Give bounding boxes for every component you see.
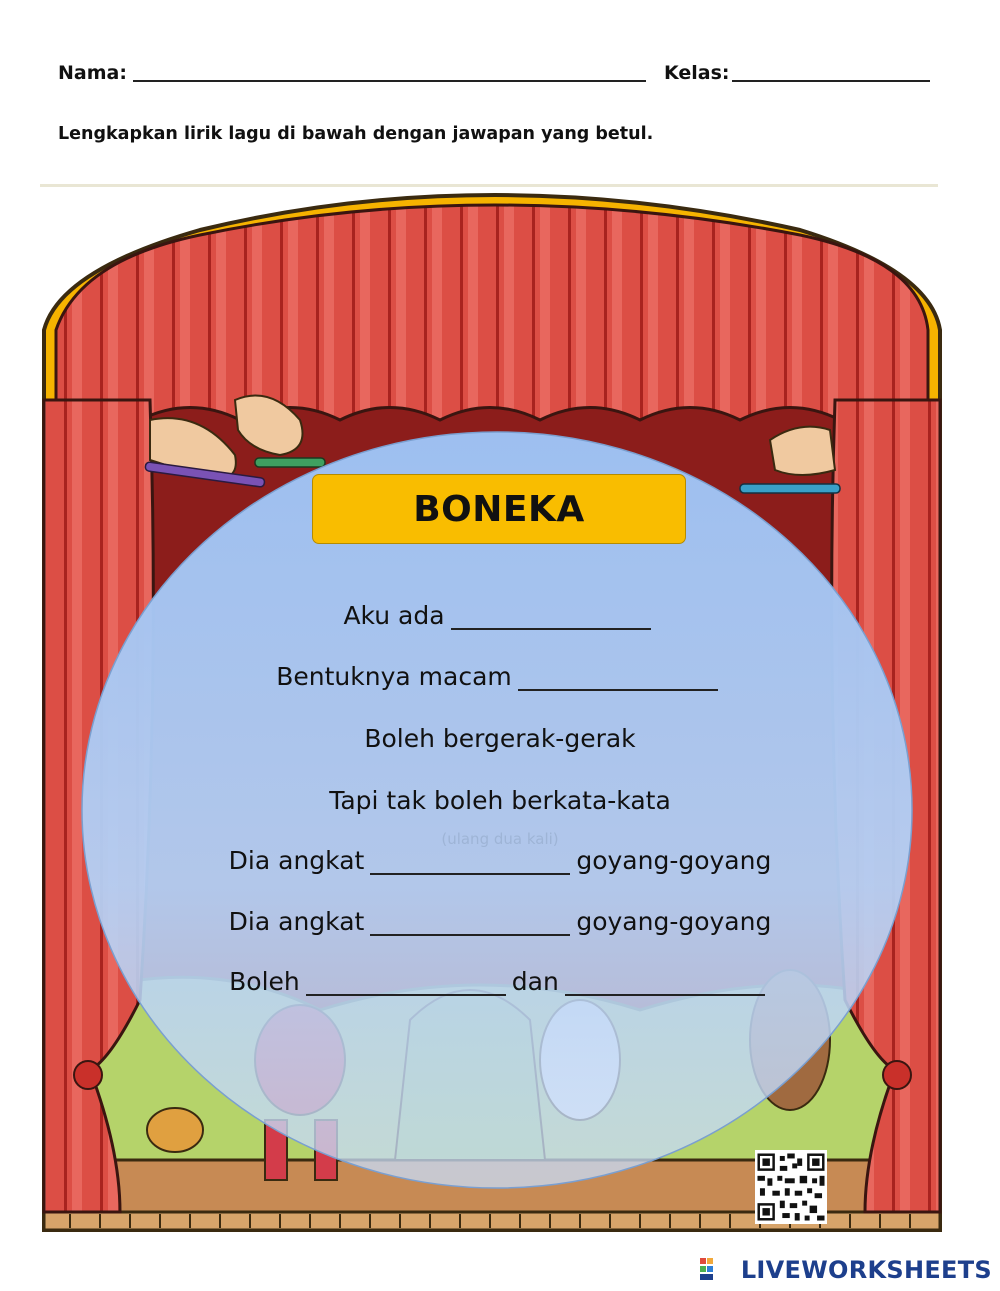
- lyric-line-7: [100, 967, 900, 996]
- answer-blank-4[interactable]: [370, 908, 570, 936]
- lyric-text: Aku ada: [343, 601, 445, 630]
- lyric-text: Dia angkat: [228, 907, 365, 936]
- answer-blank-1[interactable]: [451, 602, 651, 630]
- name-label: Nama:: [58, 62, 127, 84]
- qr-code: [755, 1150, 827, 1224]
- liveworksheets-logo-icon: [700, 1258, 720, 1280]
- lyric-text: Dia angkat: [228, 846, 365, 875]
- song-title: BONEKA: [312, 474, 686, 544]
- class-label: Kelas:: [664, 62, 730, 84]
- lyric-line-4: Tapi tak boleh berkata-kata: [329, 786, 671, 815]
- lyric-text: goyang-goyang: [576, 846, 772, 875]
- lyric-text: goyang-goyang: [576, 907, 772, 936]
- lyric-line-6: [100, 907, 900, 936]
- lyric-line-2: [100, 662, 900, 691]
- repeat-note: (ulang dua kali): [441, 830, 559, 848]
- lyric-line-1: [100, 601, 900, 630]
- answer-blank-5[interactable]: [306, 968, 506, 996]
- lyric-line-5: [100, 846, 900, 875]
- instruction-text: Lengkapkan lirik lagu di bawah dengan jawapan yang betul.: [58, 124, 654, 144]
- lyric-text: Bentuknya macam: [276, 662, 512, 691]
- lyric-line-3: Boleh bergerak-gerak: [364, 724, 636, 753]
- answer-blank-2[interactable]: [518, 663, 718, 691]
- answer-blank-6[interactable]: [565, 968, 765, 996]
- answer-blank-3[interactable]: [370, 847, 570, 875]
- lyric-text: Boleh: [229, 967, 300, 996]
- liveworksheets-brand: LIVEWORKSHEETS: [740, 1256, 992, 1284]
- lyric-text: dan: [511, 967, 559, 996]
